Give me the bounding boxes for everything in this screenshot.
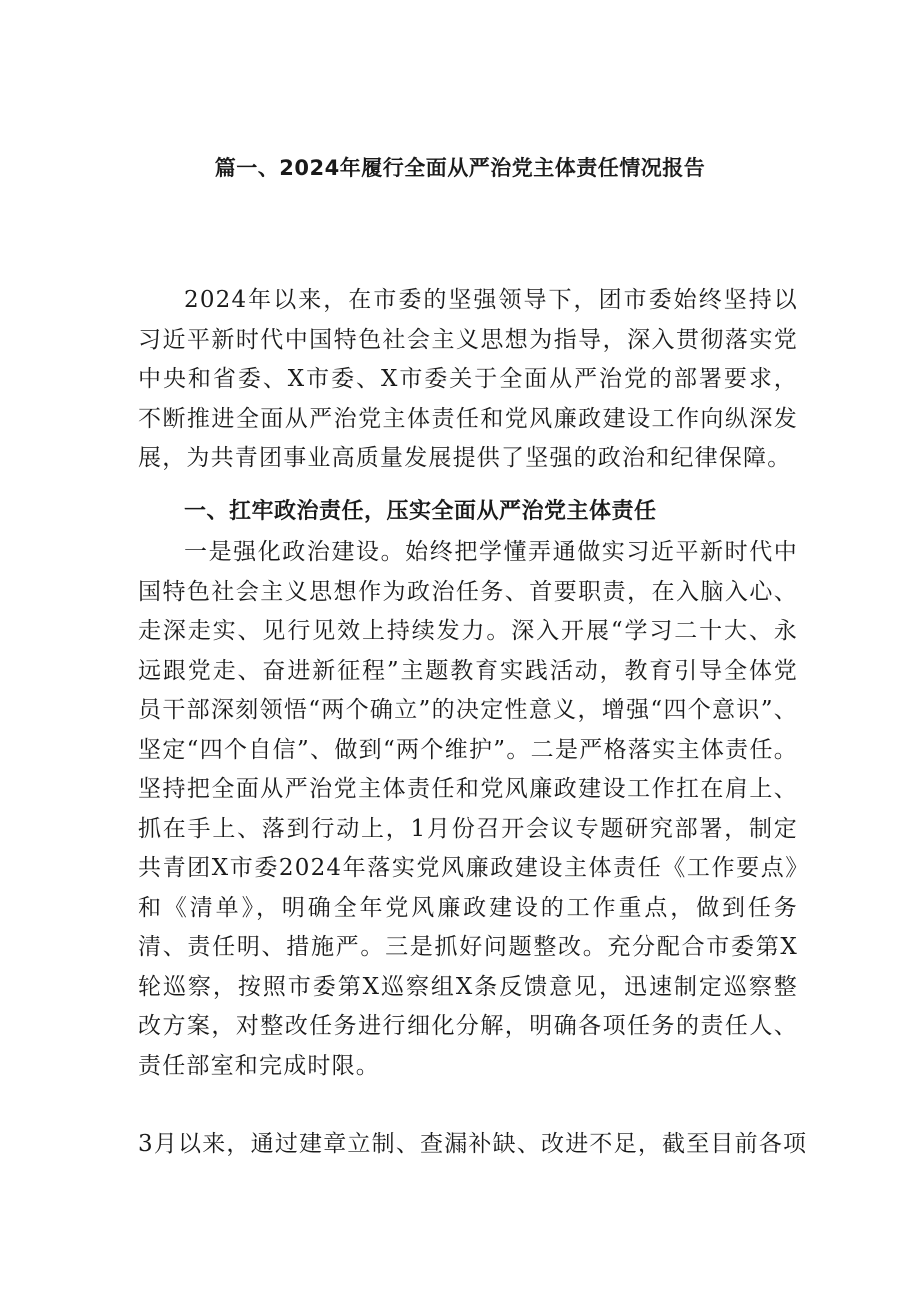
intro-paragraph: 2024年以来，在市委的坚强领导下，团市委始终坚持以习近平新时代中国特色社会主义思想为指导，深入贯彻落实党中央和省委、X市委、X市委关于全面从严治党的部署要求，不断推进全面从严治党主体责任和党风廉政建设工作向纵深发展，为共青团事业高质量发展提供了坚强的政治和纪律保障。: [138, 287, 798, 471]
section-paragraph: 一是强化政治建设。始终把学懂弄通做实习近平新时代中国特色社会主义思想作为政治任务、首要职责，在入脑入心、走深走实、见行见效上持续发力。深入开展“学习二十大、永远跟党走、奋进新征程”主题教育实践活动，教育引导全体党员干部深刻领悟“两个确立”的决定性意义，增强“四个意识”、坚定“四个自信”、做到“两个维护”。二是严格落实主体责任。坚持把全面从严治党主体责任和党风廉政建设工作扛在肩上、抓在手上、落到行动上，1月份召开会议专题研究部署，制定共青团X市委2024年落实党风廉政建设主体责任《工作要点》和《清单》，明确全年党风廉政建设的工作重点，做到任务清、责任明、措施严。三是抓好问题整改。充分配合市委第X轮巡察，按照市委第X巡察组X条反馈意见，迅速制定巡察整改方案，对整改任务进行细化分解，明确各项任务的责任人、责任部室和完成时限。: [138, 539, 798, 1079]
section-heading: 一、扛牢政治责任，压实全面从严治党主体责任: [184, 499, 657, 524]
document-title: 篇一、2024年履行全面从严治党主体责任情况报告: [214, 156, 706, 180]
tail-paragraph: 3月以来，通过建章立制、查漏补缺、改进不足，截至目前各项: [138, 1131, 808, 1157]
